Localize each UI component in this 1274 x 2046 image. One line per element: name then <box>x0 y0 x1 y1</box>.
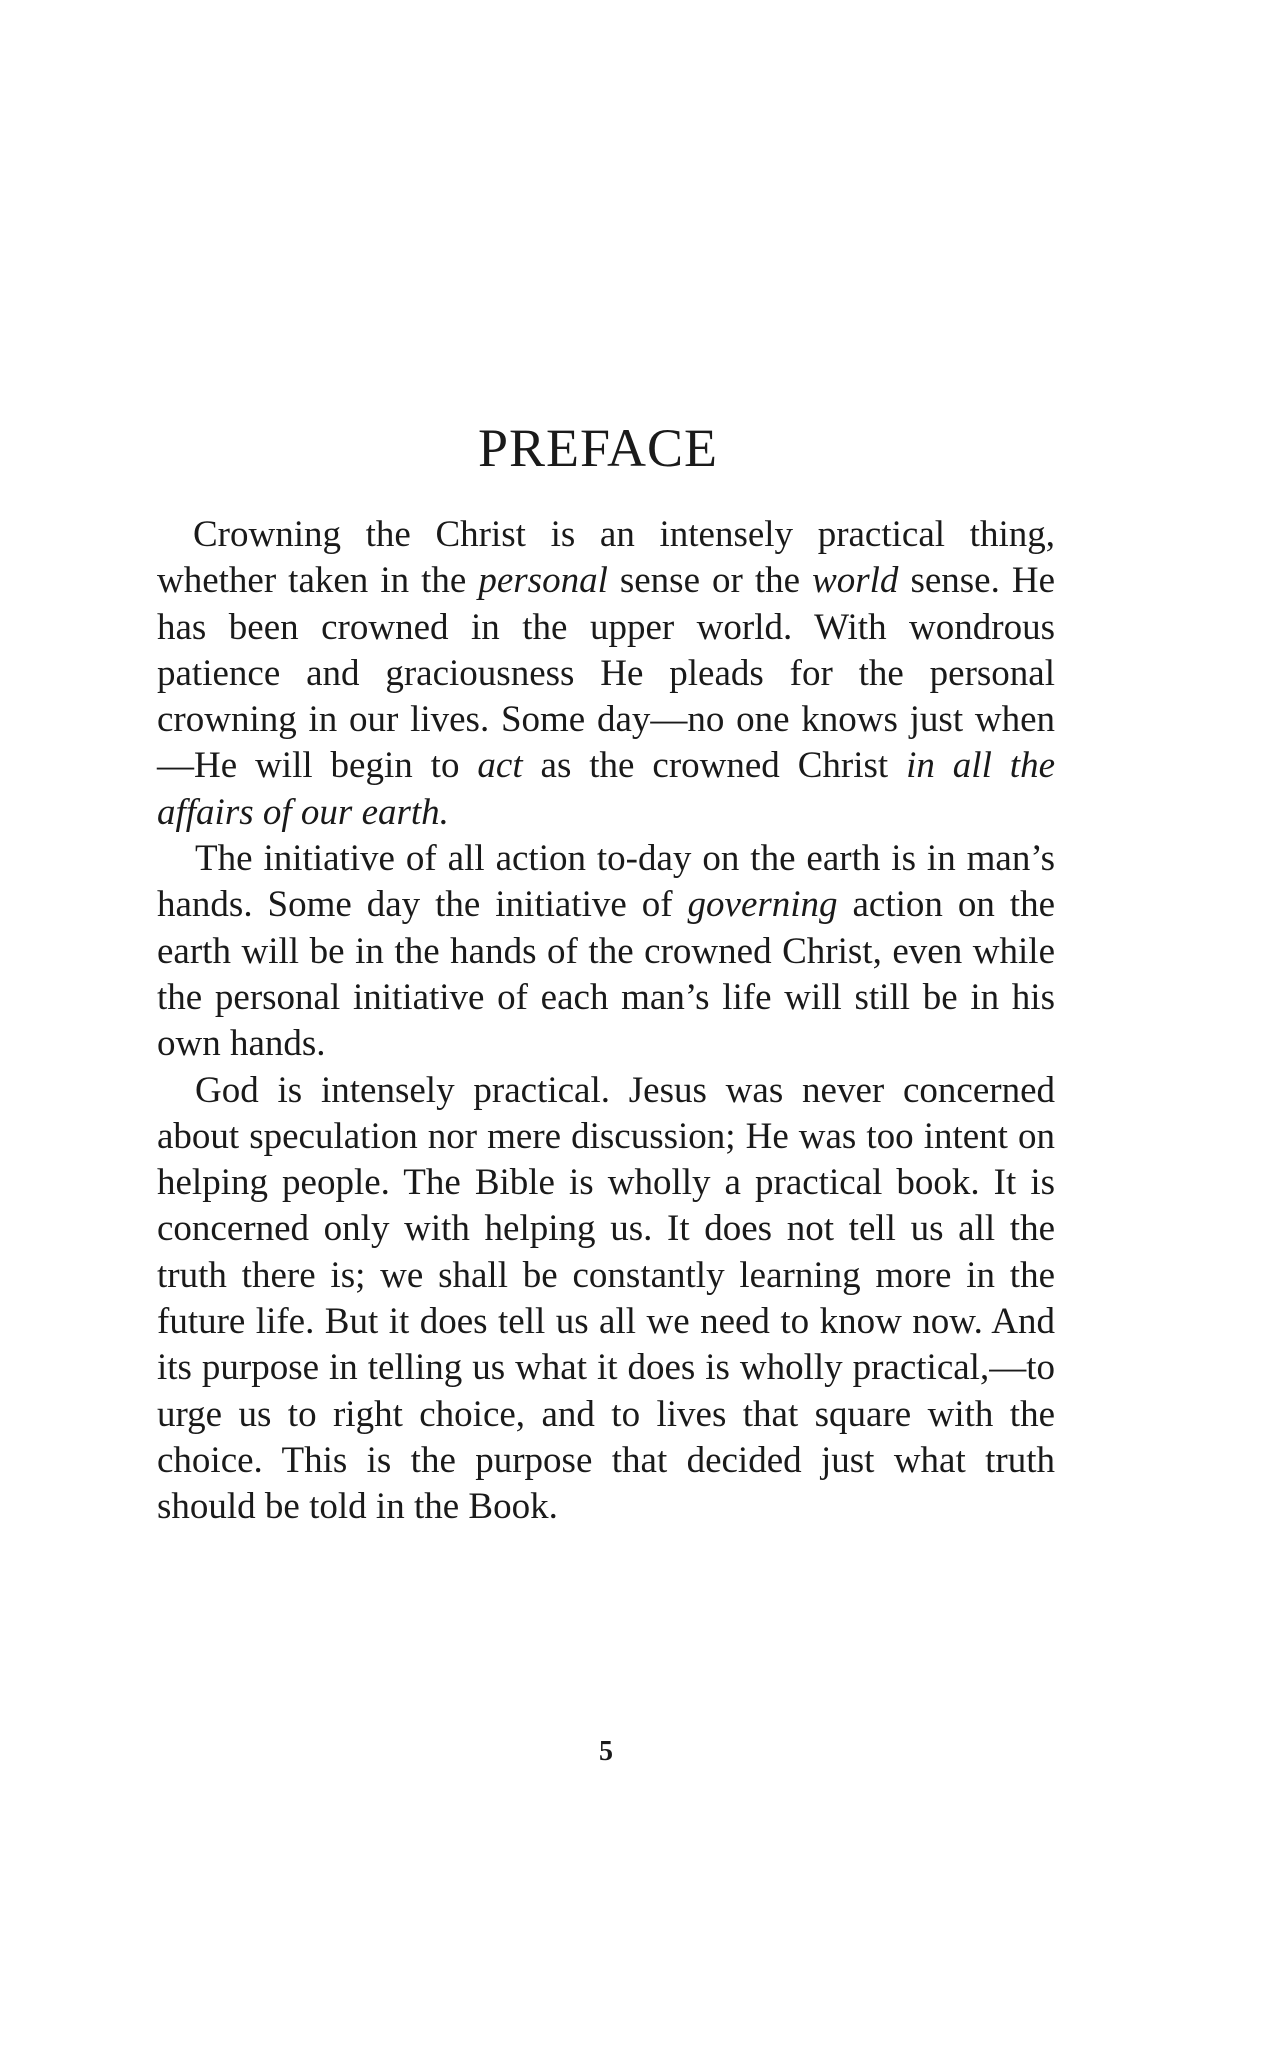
paragraph-3-part-1: God is intensely practical. Jesus was never concerned about speculation nor mere discussion; He was too intent on helping people. The Bible is wholly a practical book. It is concerned only with helping us. It does not tell us all the truth there is; we shall be constantly learning more in the future life. But it does tell us all we need to know now. And its purpose in telling us what it does is wholly practical,—to urge us to right choice, and to lives that square with the choice. This is the purpose that decided just what truth should be told in the Book. <box>157 1069 1055 1528</box>
paragraph-1-part-5: sense. He has been crowned in the upper world. With wondrous patience and graciousness He pleads for the personal crowning in our lives. Some day—no one knows just when—He will begin to <box>157 560 1056 787</box>
page-title: PREFACE <box>477 418 719 478</box>
paragraph-2-part-1: The initiative of all action to-day on the earth is in man’s hands. Some day the initiative of <box>157 838 1055 926</box>
paragraph-2-part-2: governing <box>687 884 838 926</box>
paragraph-1-part-6: act <box>477 745 523 787</box>
preface-text <box>157 512 1055 1531</box>
paragraph-1-part-1: Crowning the Christ is an intensely practical thing, whether taken in the <box>157 514 1055 602</box>
paragraph-2 <box>157 836 1055 1067</box>
paragraph-1-part-4: world <box>812 560 899 602</box>
page-number: 5 <box>599 1736 613 1767</box>
paragraph-2-part-3: action on the earth will be in the hands of the crowned Christ, even while the personal initiative of each man’s life will still be in his own hands. <box>157 884 1055 1065</box>
paragraph-3 <box>157 1068 1055 1531</box>
paragraph-1-part-2: personal <box>478 560 608 602</box>
paragraph-1 <box>157 512 1055 836</box>
paragraph-1-part-8: in all the affairs of our earth. <box>157 745 1055 833</box>
paragraph-1-part-7: as the crowned Christ <box>522 745 907 787</box>
paragraph-1-part-3: sense or the <box>607 560 813 602</box>
